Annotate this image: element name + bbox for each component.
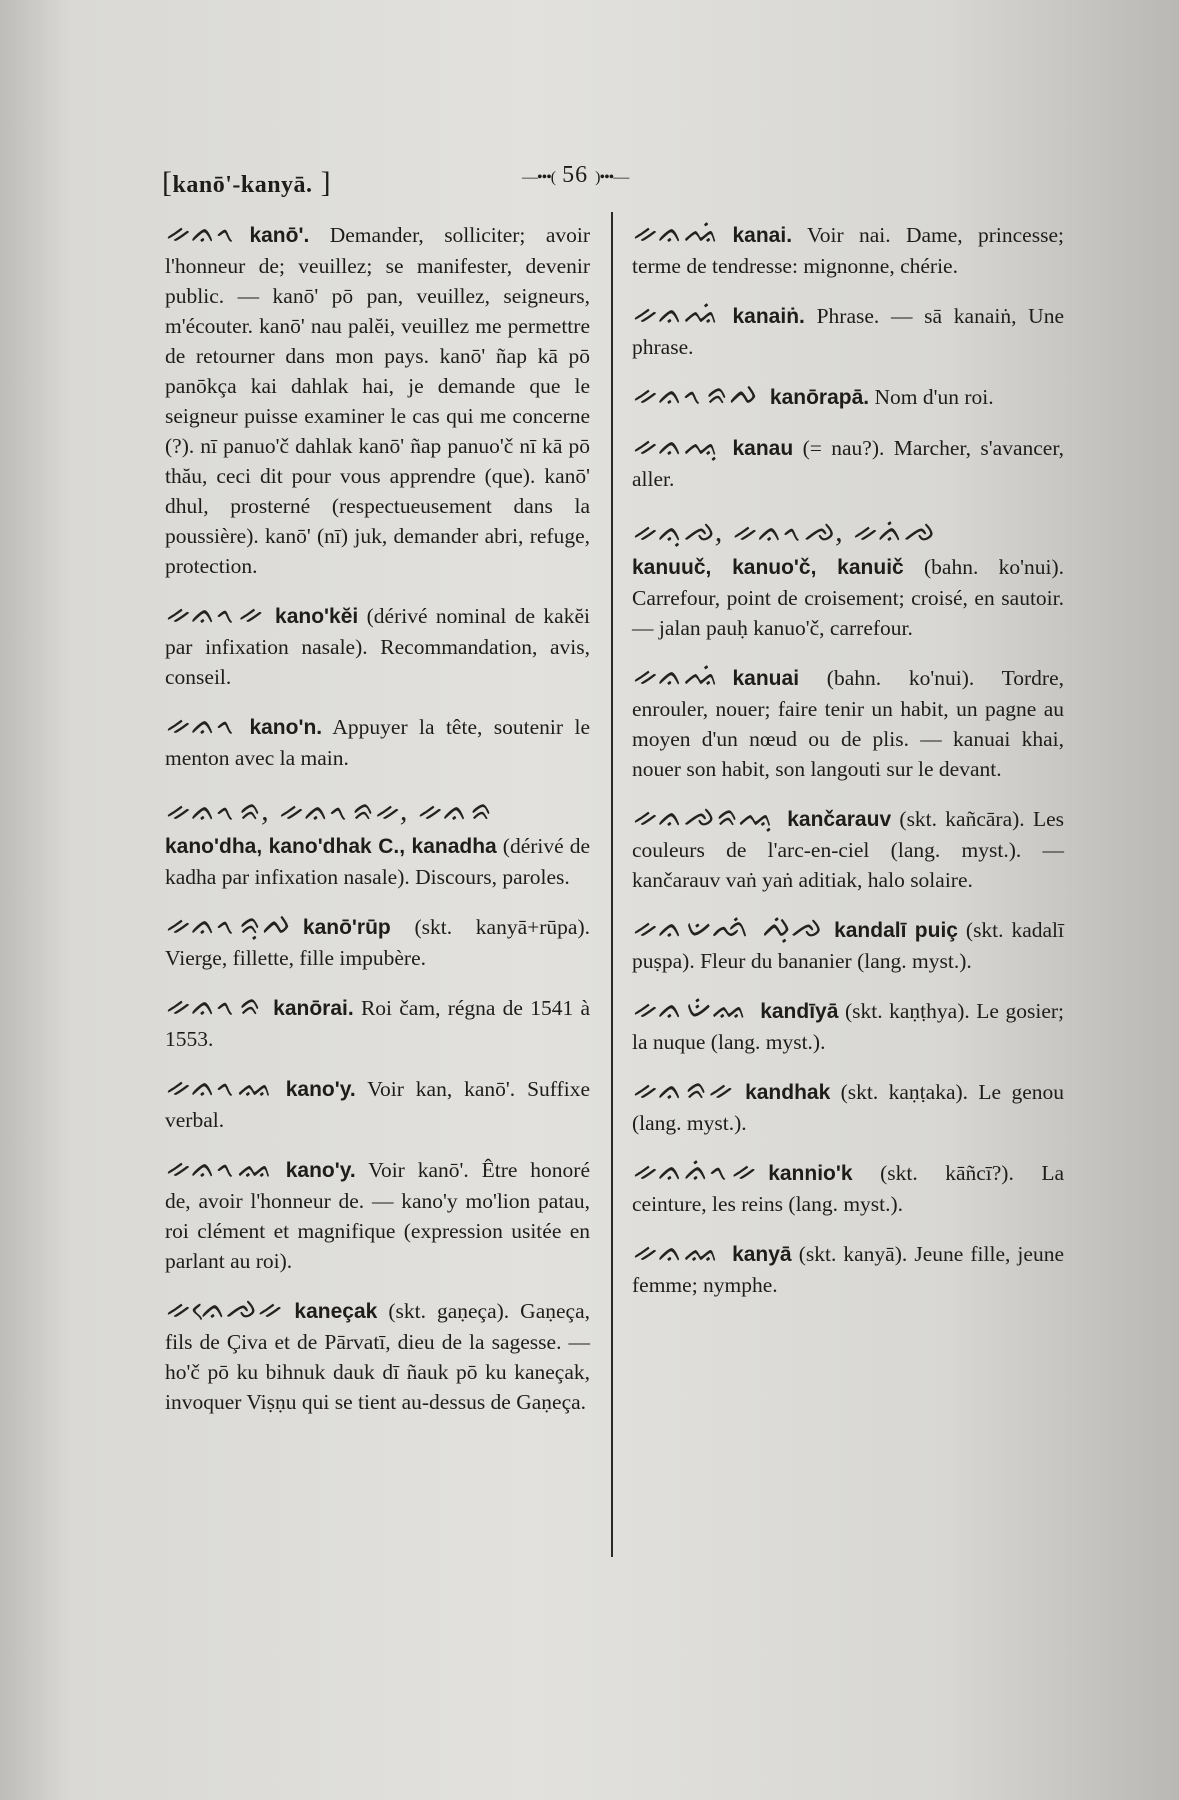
script-headword: ᨀᨊᨚᨐ bbox=[165, 1151, 274, 1184]
dictionary-entry bbox=[165, 710, 590, 773]
script-headword: ᨀᨊᨚᨀ bbox=[165, 597, 264, 630]
definition: (skt. kañcāra). Les couleurs de l'arc-en-ciel (lang. myst.). — kančarauv vaṅ yaṅ aditiak, halo solaire. bbox=[632, 807, 1064, 892]
definition: (skt. kaṇṭhya). Le gosier; la nuque (lang. myst.). bbox=[632, 999, 1064, 1054]
definition: (skt. kadalī puṣpa). Fleur du bananier (lang. myst.). bbox=[632, 918, 1064, 973]
dictionary-entry bbox=[165, 1072, 590, 1135]
headword: kanōrai. bbox=[273, 997, 354, 1020]
page-header bbox=[162, 158, 1022, 208]
script-headword: ᨀᨊᨚ bbox=[165, 216, 238, 249]
page-number bbox=[522, 162, 628, 189]
column-divider bbox=[611, 212, 613, 1557]
script-headword: ᨀᨊᨌᨑᨕᨘ bbox=[632, 800, 776, 833]
headword: kanyā bbox=[732, 1243, 792, 1266]
script-headword: ᨀᨊᨚᨑ bbox=[165, 989, 262, 1022]
headword: kančarauv bbox=[787, 808, 892, 831]
script-headword: ᨀᨊᨉᨒᨗ ᨄᨘᨗᨌ bbox=[632, 911, 823, 944]
dictionary-entry bbox=[632, 218, 1064, 281]
headword: kano'y. bbox=[285, 1078, 356, 1101]
page-number-value: 56 bbox=[562, 162, 589, 188]
headword: kanō'rūp bbox=[302, 916, 391, 939]
dictionary-entry bbox=[632, 1237, 1064, 1300]
definition: Appuyer la tête, soutenir le menton avec la main. bbox=[165, 715, 590, 770]
dictionary-entry bbox=[632, 380, 1064, 413]
definition: Voir kan, kanō'. Suffixe verbal. bbox=[165, 1077, 590, 1132]
script-headword: ᨀᨊᨚᨑᨄ bbox=[632, 378, 758, 411]
headword: kanuai bbox=[732, 667, 800, 690]
dictionary-entry bbox=[632, 431, 1064, 494]
definition: (dérivé nominal de kakĕi par infixation nasale). Recommandation, avis, conseil. bbox=[165, 604, 590, 689]
definition: Demander, solliciter; avoir l'honneur de; veuillez; se manifester, devenir public. — kanō' pō pan, veuillez, seigneurs, m'écouter. kanō' nau palĕi, veuillez me permettre de retourner dans mon pays. kanō' ñap kā pō panōkça kai dahlak hai, je demande que le seigneur puisse examiner le cas qui me concerne (?). nī panuo'č dahlak kanō' ñap panuo'č nī kā pō thău, ceci dit pour vous apprendre (que). kanō' dhul, prosterné (respectueusement dans la poussière). kanō' (nī) juk, demander abri, refuge, protection. bbox=[165, 223, 590, 578]
headword: kandhak bbox=[745, 1081, 831, 1104]
headword: kanaiṅ. bbox=[732, 305, 805, 328]
headword: kano'n. bbox=[249, 716, 323, 739]
dictionary-entry bbox=[165, 218, 590, 581]
script-headword: ᨀᨊᨕᨗ bbox=[632, 216, 721, 249]
script-headword: ᨀᨊᨙᨌᨀ bbox=[165, 1292, 283, 1325]
script-headword: ᨀᨊᨊᨗᨚᨀ bbox=[632, 1154, 757, 1187]
definition: (skt. gaṇeça). Gaṇeça, fils de Çiva et de Pārvatī, dieu de la sagesse. — ho'č pō ku bihnuk dauk dī ñauk pō ku kaneçak, invoquer Viṣṇu qui se tient au-dessus de Gaṇeça. bbox=[165, 1299, 591, 1414]
left-column bbox=[165, 218, 590, 1435]
script-headword-line: ᨀᨊᨚᨑ, ᨀᨊᨚᨑᨀ, ᨀᨊᨑ bbox=[165, 794, 493, 827]
script-headword: ᨀᨊᨑᨀ bbox=[632, 1073, 734, 1106]
headword: kanau bbox=[732, 437, 794, 460]
dictionary-entry bbox=[632, 1156, 1064, 1219]
script-headword: ᨀᨊᨉᨗᨐ bbox=[632, 992, 749, 1025]
definition: (skt. kanyā). Jeune fille, jeune femme; nymphe. bbox=[632, 1242, 1064, 1297]
dictionary-entry bbox=[165, 599, 590, 692]
dictionary-entry bbox=[632, 661, 1064, 784]
dictionary-entry bbox=[165, 791, 590, 892]
dictionary-entry bbox=[632, 299, 1064, 362]
dictionary-entry bbox=[165, 991, 590, 1054]
running-head: [kanō'-kanyā. ] bbox=[162, 166, 332, 199]
definition: (skt. kāñcī?). La ceinture, les reins (lang. myst.). bbox=[632, 1161, 1065, 1216]
headword: kano'y. bbox=[285, 1159, 356, 1182]
script-headword: ᨀᨊᨚ bbox=[165, 708, 238, 741]
definition: (bahn. ko'nui). Tordre, enrouler, nouer; faire tenir un habit, un pagne au moyen d'un nœud ou de plis. — kanuai khai, nouer son habit, son langouti sur le devant. bbox=[632, 666, 1064, 781]
dictionary-entry bbox=[632, 994, 1064, 1057]
headword: kano'dha, kano'dhak C., kanadha bbox=[165, 835, 497, 858]
dictionary-entry bbox=[632, 1075, 1064, 1138]
headword: kannio'k bbox=[768, 1162, 853, 1185]
script-headword: ᨀᨊᨕᨗ bbox=[632, 297, 721, 330]
definition: Phrase. — sā kanaiṅ, Une phrase. bbox=[632, 304, 1064, 359]
headword: kandīyā bbox=[760, 1000, 839, 1023]
script-headword: ᨀᨊᨕᨗ bbox=[632, 659, 721, 692]
definition: (dérivé de kadha par infixation nasale). Discours, paroles. bbox=[165, 834, 590, 889]
headword: kanai. bbox=[732, 224, 793, 247]
running-head-text: kanō'-kanyā. bbox=[172, 172, 313, 198]
script-headword: ᨀᨊᨚᨐ bbox=[165, 1070, 274, 1103]
ornament-right: )•••— bbox=[595, 169, 629, 186]
dictionary-entry bbox=[165, 1294, 590, 1417]
headword: kanuuč, kanuo'č, kanuič bbox=[632, 556, 904, 579]
definition: Roi čam, régna de 1541 à 1553. bbox=[165, 996, 591, 1051]
right-column bbox=[632, 218, 1064, 1318]
dictionary-entry bbox=[165, 910, 590, 973]
headword: kano'kĕi bbox=[275, 605, 359, 628]
script-headword: ᨀᨊᨐ bbox=[632, 1235, 721, 1268]
headword: kanōrapā. bbox=[769, 386, 870, 409]
headword: kanō'. bbox=[249, 224, 310, 247]
ornament-left: —•••( bbox=[522, 169, 556, 186]
script-headword-line: ᨀᨊᨘᨌ, ᨀᨊᨚᨌ, ᨀᨊᨗᨌ bbox=[632, 515, 935, 548]
definition: (skt. kaṇṭaka). Le genou (lang. myst.). bbox=[632, 1080, 1064, 1135]
headword: kandalī puiç bbox=[834, 919, 958, 942]
definition: (skt. kanyā+rūpa). Vierge, fillette, fille impubère. bbox=[165, 915, 590, 970]
definition: (= nau?). Marcher, s'avancer, aller. bbox=[632, 436, 1064, 491]
headword: kaneçak bbox=[294, 1300, 378, 1323]
script-headword: ᨀᨊᨚᨑᨘᨄ bbox=[165, 908, 291, 941]
definition: (bahn. ko'nui). Carrefour, point de croisement; croisé, en sautoir. — jalan pauḥ kanuo'č, carrefour. bbox=[632, 555, 1064, 640]
definition: Nom d'un roi. bbox=[874, 385, 994, 409]
dictionary-entry bbox=[632, 512, 1064, 643]
definition: Voir kanō'. Être honoré de, avoir l'honneur de. — kano'y mo'lion patau, roi clément et magnifique (expression usitée en parlant au roi). bbox=[165, 1158, 590, 1273]
dictionary-entry bbox=[632, 913, 1064, 976]
definition: Voir nai. Dame, princesse; terme de tendresse: mignonne, chérie. bbox=[632, 223, 1064, 278]
script-headword: ᨀᨊᨕᨘ bbox=[632, 429, 721, 462]
dictionary-entry bbox=[632, 802, 1064, 895]
dictionary-entry bbox=[165, 1153, 590, 1276]
